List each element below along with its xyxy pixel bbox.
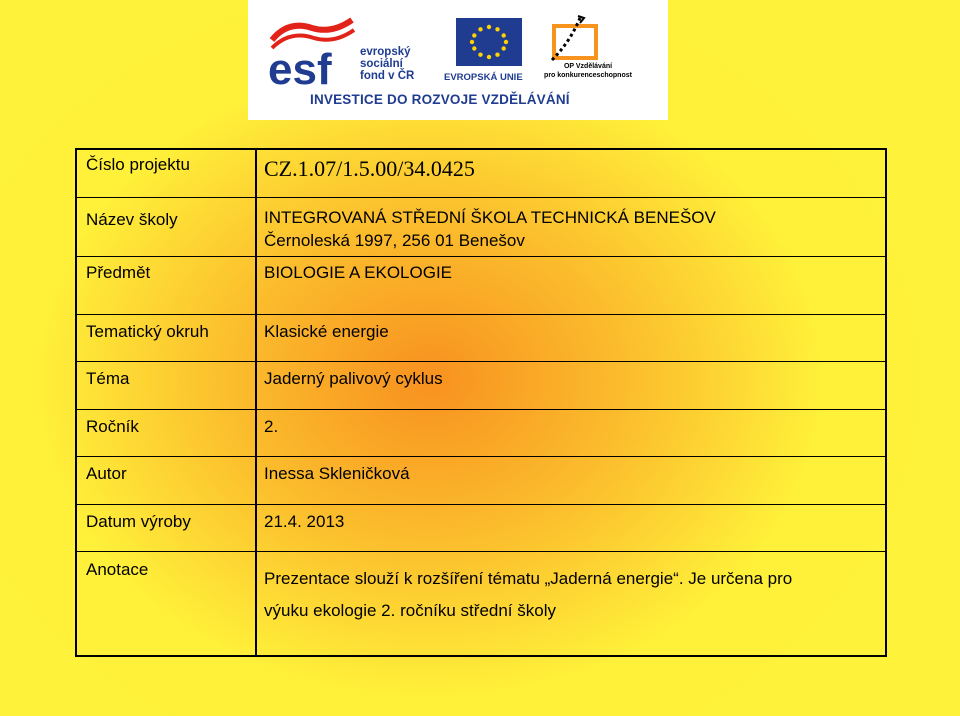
op-caption (538, 62, 638, 80)
eu-caption: EVROPSKÁ UNIE (444, 72, 523, 83)
value-tematicky-okruh: Klasické energie (264, 322, 389, 341)
value-nazev-skoly-line1: INTEGROVANÁ STŘEDNÍ ŠKOLA TECHNICKÁ BENEŠOV (264, 208, 716, 227)
esf-logo-icon (268, 14, 356, 86)
value-tema: Jaderný palivový cyklus (264, 369, 443, 388)
label-predmet: Předmět (86, 263, 151, 282)
value-cislo-projektu: CZ.1.07/1.5.00/34.0425 (264, 156, 475, 181)
value-autor: Inessa Skleničková (264, 464, 410, 483)
label-cislo-projektu: Číslo projektu (86, 155, 190, 174)
esf-line-1: evropský (360, 46, 411, 58)
label-tematicky-okruh: Tematický okruh (86, 322, 209, 341)
value-nazev-skoly-line2: Černoleská 1997, 256 01 Benešov (264, 231, 525, 250)
op-line-1: OP Vzdělávání (563, 63, 613, 70)
investice-caption: INVESTICE DO ROZVOJE VZDĚLÁVÁNÍ (310, 92, 570, 107)
op-line-2: pro konkurenceschopnost (544, 72, 632, 79)
value-predmet: BIOLOGIE A EKOLOGIE (264, 263, 453, 282)
esf-line-3: fond v ČR (360, 70, 415, 82)
esf-caption (360, 46, 414, 82)
label-rocnik: Ročník (86, 417, 139, 436)
label-datum-vyroby: Datum výroby (86, 512, 191, 531)
svg-text:esf: esf (268, 45, 332, 86)
logo-banner (248, 0, 668, 120)
value-anotace-line2: výuku ekologie 2. ročníku střední školy (264, 601, 556, 620)
eu-flag-icon (456, 18, 522, 66)
label-anotace: Anotace (86, 560, 149, 579)
label-autor: Autor (86, 464, 127, 483)
value-datum-vyroby: 21.4. 2013 (264, 512, 345, 531)
label-nazev-skoly: Název školy (86, 210, 178, 229)
value-anotace-line1: Prezentace slouží k rozšíření tématu „Jaderná energie“. Je určena pro (264, 569, 793, 588)
esf-line-2: sociální (360, 58, 403, 70)
label-tema: Téma (86, 369, 130, 388)
value-rocnik: 2. (264, 417, 279, 436)
